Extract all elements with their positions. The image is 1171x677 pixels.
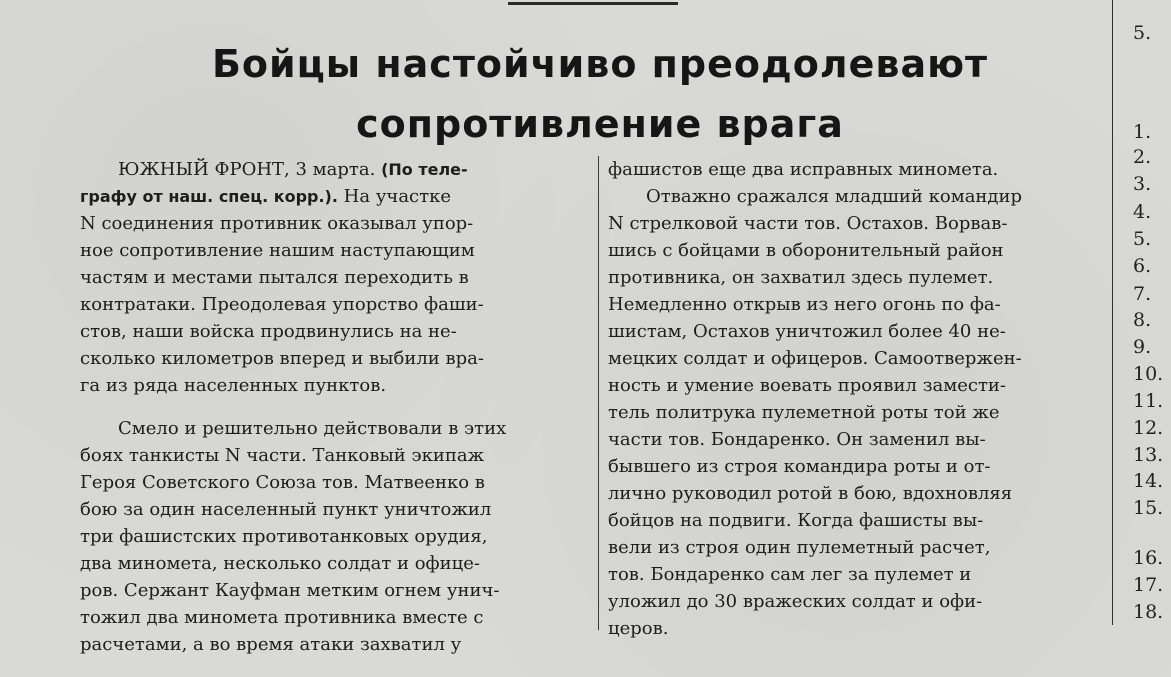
margin-number: 1.: [1133, 121, 1152, 143]
article-line: боях танкисты N части. Танковый экипаж: [80, 445, 485, 466]
article-line: Смело и решительно действовали в этих: [118, 418, 507, 439]
article-line: частям и местами пытался переходить в: [80, 267, 469, 288]
article-line: вели из строя один пулеметный расчет,: [608, 537, 991, 558]
margin-number: 10.: [1133, 363, 1164, 385]
margin-number: 17.: [1133, 574, 1164, 596]
article-line: га из ряда населенных пунктов.: [80, 375, 387, 396]
article-line: сколько километров вперед и выбили вра-: [80, 348, 484, 369]
margin-number: 16.: [1133, 547, 1164, 569]
margin-number: 3.: [1133, 173, 1152, 195]
margin-number: 18.: [1133, 601, 1164, 623]
article-line: Немедленно открыв из него огонь по фа-: [608, 294, 1001, 315]
article-line: [80, 183, 590, 210]
article-line: противника, он захватил здесь пулемет.: [608, 267, 994, 288]
top-rule: [508, 2, 678, 5]
page-edge-rule: [1112, 0, 1113, 625]
article-line: шистам, Остахов уничтожил более 40 не-: [608, 321, 1006, 342]
article-column-right: [608, 156, 1103, 642]
article-line: тов. Бондаренко сам лег за пулемет и: [608, 564, 972, 585]
article-line: бою за один населенный пункт уничтожил: [80, 499, 492, 520]
margin-number: 6.: [1133, 255, 1152, 277]
article-line: ное сопротивление нашим наступающим: [80, 240, 475, 261]
article-line: Героя Советского Союза тов. Матвеенко в: [80, 472, 485, 493]
article-line: ров. Сержант Кауфман метким огнем унич-: [80, 580, 500, 601]
article-line: мецких солдат и офицеров. Самоотвержен-: [608, 348, 1022, 369]
margin-number: 12.: [1133, 417, 1164, 439]
margin-number: 8.: [1133, 309, 1152, 331]
article-column-left: [80, 156, 590, 658]
article-line: N соединения противник оказывал упор-: [80, 213, 474, 234]
article-line: ность и умение воевать проявил замести-: [608, 375, 1007, 396]
margin-number: 13.: [1133, 444, 1164, 466]
margin-number: 5.: [1133, 228, 1152, 250]
dateline: ЮЖНЫЙ ФРОНТ, 3 марта.: [118, 159, 376, 180]
article-line: два миномета, несколько солдат и офице-: [80, 553, 480, 574]
article-line: N стрелковой части тов. Остахов. Ворвав-: [608, 213, 1008, 234]
article-line: лично руководил ротой в бою, вдохновляя: [608, 483, 1013, 504]
article-line: тель политрука пулеметной роты той же: [608, 402, 1000, 423]
margin-number: 9.: [1133, 336, 1152, 358]
article-line: церов.: [608, 618, 669, 639]
margin-number: 7.: [1133, 283, 1152, 305]
article-line: стов, наши войска продвинулись на не-: [80, 321, 457, 342]
article-line: Отважно сражался младший командир: [646, 186, 1023, 207]
article-text: На участке: [343, 186, 451, 207]
margin-number: 11.: [1133, 390, 1164, 412]
article-line: фашистов еще два исправных миномета.: [608, 159, 999, 180]
article-line: бойцов на подвиги. Когда фашисты вы-: [608, 510, 984, 531]
article-line: контратаки. Преодолевая упорство фаши-: [80, 294, 484, 315]
article-line: расчетами, а во время атаки захватил у: [80, 634, 462, 655]
article-line: бывшего из строя командира роты и от-: [608, 456, 991, 477]
margin-number: 14.: [1133, 470, 1164, 492]
article-line: уложил до 30 вражеских солдат и офи-: [608, 591, 983, 612]
article-line: части тов. Бондаренко. Он заменил вы-: [608, 429, 986, 450]
margin-number: 4.: [1133, 201, 1152, 223]
headline-line-1: Бойцы настойчиво преодолевают: [211, 42, 989, 86]
article-line: тожил два миномета противника вместе с: [80, 607, 484, 628]
column-divider: [598, 156, 599, 630]
margin-number: 5.: [1133, 22, 1152, 44]
margin-number: 15.: [1133, 497, 1164, 519]
article-line: [80, 156, 590, 183]
headline-line-2: сопротивление врага: [356, 102, 844, 146]
margin-number: 2.: [1133, 146, 1152, 168]
article-headline: [120, 34, 1080, 154]
article-line: шись с бойцами в оборонительный район: [608, 240, 1004, 261]
source-note: графу от наш. спец. корр.).: [80, 187, 338, 206]
article-line: три фашистских противотанковых орудия,: [80, 526, 488, 547]
source-note: (По теле-: [381, 160, 468, 179]
